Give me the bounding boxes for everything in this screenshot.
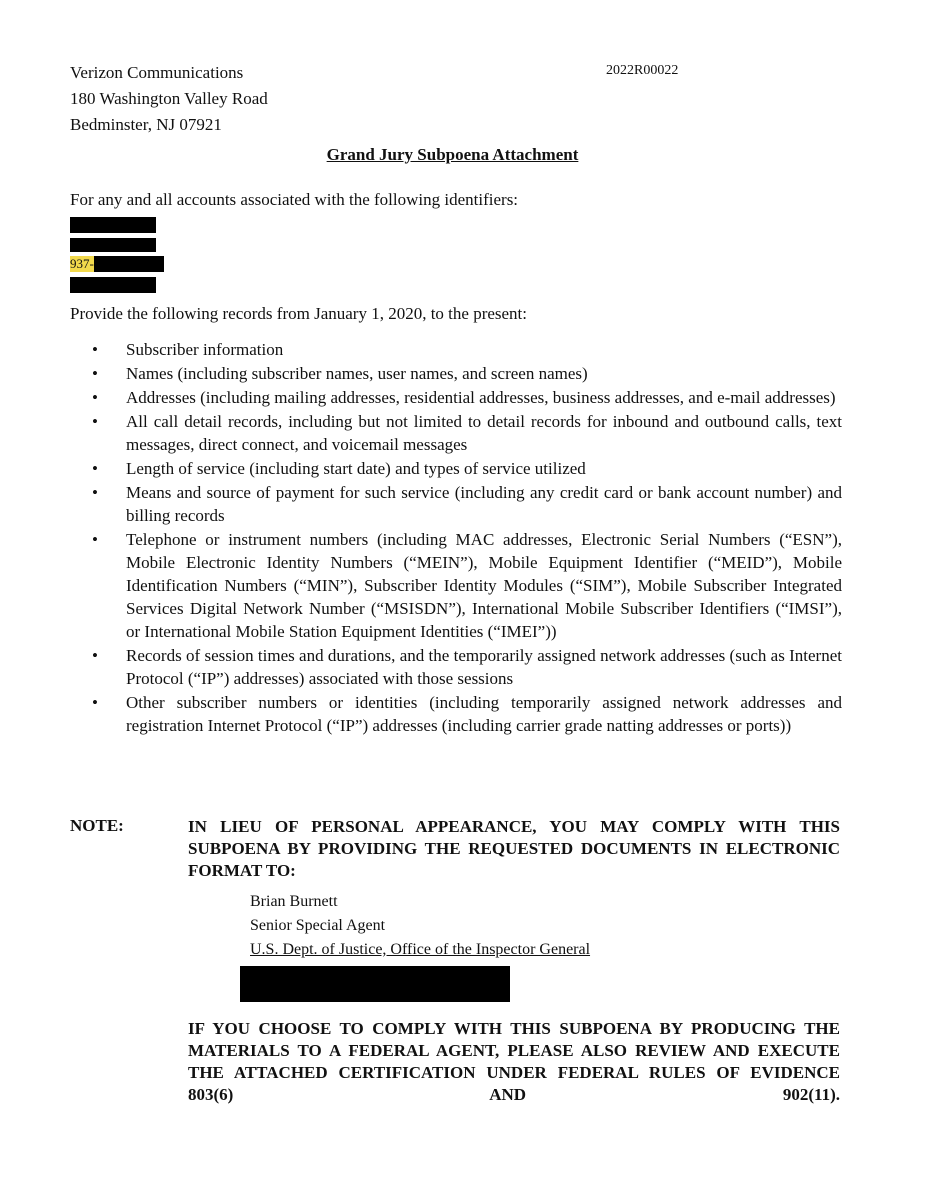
- redacted-identifier-1: [70, 217, 156, 233]
- list-item: • All call detail records, including but not limited to detail records for inbound and outbound calls, text messages, direct connect, and voicemail messages: [92, 412, 842, 454]
- final-notice: IF YOU CHOOSE TO COMPLY WITH THIS SUBPOENA BY PRODUCING THE MATERIALS TO A FEDERAL AGENT, PLEASE ALSO REVIEW AND EXECUTE THE ATTACHED CERTIFICATION UNDER FEDERAL RULES OF EVIDENCE 803(6) AND 902(11).: [188, 1019, 840, 1104]
- list-item: • Other subscriber numbers or identities (including temporarily assigned network addresses and registration Internet Protocol (“IP”) addresses (including carrier grade natting addresses or ports)): [92, 693, 842, 735]
- partial-identifier: [70, 256, 164, 272]
- list-item: • Telephone or instrument numbers (including MAC addresses, Electronic Serial Numbers (“ESN”), Mobile Electronic Identity Numbers (“MEIN”), Mobile Equipment Identifier (“MEID”), Mobile Identification Numbers (“MIN”), Subscriber Identity Modules (“SIM”), Mobile Subscriber Integrated Services Digital Network Number (“MSISDN”), International Mobile Subscriber Identifiers (“IMSI”), or International Mobile Station Equipment Identities (“IMEI”)): [92, 530, 842, 641]
- date-range-text: Provide the following records from January 1, 2020, to the present:: [70, 304, 528, 323]
- identifiers-intro: For any and all accounts associated with the following identifiers:: [70, 190, 519, 209]
- recipient-city: Bedminster, NJ 07921: [70, 115, 222, 134]
- bullet-icon: •: [92, 530, 98, 549]
- bullet-icon: •: [92, 364, 98, 383]
- contact-position: Senior Special Agent: [250, 917, 386, 934]
- reference-number: 2022R00022: [606, 63, 679, 78]
- contact-block: [250, 890, 590, 962]
- list-item: • Records of session times and durations, and the temporarily assigned network addresses (such as Internet Protocol (“IP”) addresses) associated with those sessions: [92, 646, 842, 688]
- recipient-address: [70, 60, 268, 138]
- bullet-icon: •: [92, 483, 98, 502]
- document-title-text: Grand Jury Subpoena Attachment: [326, 145, 579, 164]
- contact-agency: U.S. Dept. of Justice, Office of the Inspector General: [250, 941, 591, 958]
- redacted-identifier-3-suffix: [94, 256, 164, 272]
- records-list: [92, 338, 842, 738]
- redacted-identifier-2: [70, 238, 156, 252]
- bullet-icon: •: [92, 388, 98, 407]
- bullet-icon: •: [92, 459, 98, 478]
- bullet-icon: •: [92, 646, 98, 665]
- redacted-contact-info: [240, 966, 510, 1002]
- note-label: NOTE:: [70, 816, 124, 835]
- list-item: • Means and source of payment for such service (including any credit card or bank account number) and billing records: [92, 483, 842, 525]
- list-item: • Names (including subscriber names, user names, and screen names): [92, 364, 588, 383]
- bullet-icon: •: [92, 340, 98, 359]
- bullet-icon: •: [92, 412, 98, 431]
- list-item: • Length of service (including start date) and types of service utilized: [92, 459, 586, 478]
- contact-name: Brian Burnett: [250, 893, 338, 910]
- recipient-street: 180 Washington Valley Road: [70, 89, 268, 108]
- redacted-identifier-4: [70, 277, 156, 293]
- list-item: • Addresses (including mailing addresses, residential addresses, business addresses, and e-mail addresses): [92, 388, 836, 407]
- highlighted-digits: 937-: [70, 256, 94, 271]
- bullet-icon: •: [92, 693, 98, 712]
- note-text: IN LIEU OF PERSONAL APPEARANCE, YOU MAY COMPLY WITH THIS SUBPOENA BY PROVIDING THE REQUESTED DOCUMENTS IN ELECTRONIC FORMAT TO:: [188, 817, 840, 880]
- list-item: • Subscriber information: [92, 340, 284, 359]
- recipient-company: Verizon Communications: [70, 63, 244, 82]
- document-title: [0, 145, 939, 165]
